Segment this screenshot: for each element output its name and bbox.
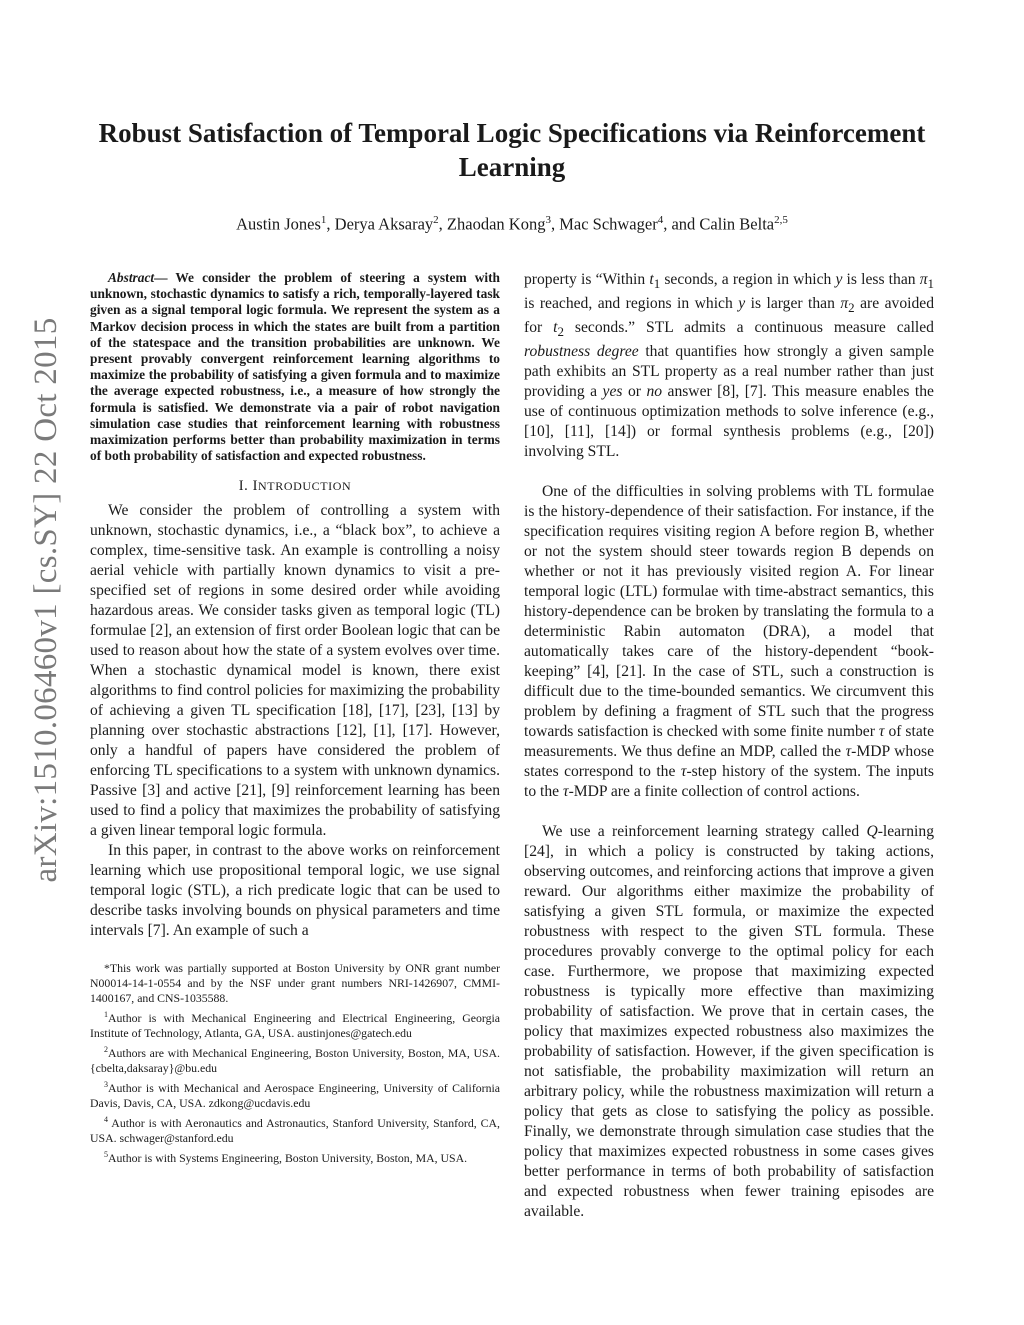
intro-paragraph: We consider the problem of controlling a system with unknown, stochastic dynamics, i.e., a “black box”, to achieve a complex, time-sensitive task. An example is controlling a noisy aerial vehicle with partially known dynamics to visit a pre-specified set of regions in some desired order while avoiding hazardous areas. We consider tasks given as temporal logic (TL) formulae [2], an extension of first order Boolean logic that can be used to reason about how the state of a system evolves over time. When a stochastic dynamical model is known, there exist algorithms to find control policies for maximizing the probability of achieving a given TL specification [18], [17], [23], [13] by planning over stochastic abstractions [12], [1], [17]. However, only a handful of papers have considered the problem of enforcing TL specifications to a system with unknown dynamics. Passive [3] and active [21], [9] reinforcement learning has been used to find a policy that maximizes the probability of satisfying a given linear temporal logic formula. [90, 502, 500, 840]
affiliation-mark: 2,5 [774, 214, 788, 226]
section-heading-introduction: I. INTRODUCTION [238, 478, 352, 495]
right-column [524, 270, 934, 1222]
author: Zhaodan Kong [446, 214, 546, 234]
paper-title: Robust Satisfaction of Temporal Logic Specifications via Reinforcement Learning [98, 118, 926, 182]
body-paragraph: One of the difficulties in solving problems with TL formulae is the history-dependence of their satisfaction. For instance, if the specification requires visiting region A before region B, whether or not the system should steer towards region B depends on whether or not it has previously visited region A. For linear temporal logic (LTL) formulae with time-abstract semantics, this history-dependence can be broken by translating the formula to a deterministic Rabin automaton (DRA), a model that automatically takes care of the history-dependent “book-keeping” [4], [21]. In the case of STL, such a construction is difficult due to the time-bounded semantics. We circumvent this problem by defining a fragment of STL such that the progress towards satisfaction is checked with some finite number τ of state measurements. We thus define an MDP, called the τ-MDP whose states correspond to the τ-step history of the system. The inputs to the τ-MDP are a finite collection of control actions. [524, 483, 934, 801]
body-paragraph: We use a reinforcement learning strategy called Q-learning [24], in which a policy is constructed by taking actions, observing outcomes, and reinforcing actions that improve a given reward. Our algorithms either maximize the probability of satisfying a given STL formula, or maximize the expected robustness with respect to the given STL formula. These procedures provably converge to the optimal policy for each case. Furthermore, we propose that maximizing expected robustness is typically more effective than maximizing probability of satisfaction. We prove that in certain cases, the policy that maximizes expected robustness also maximizes the probability of satisfaction. However, if the given specification is not satisfiable, the probability maximization will return an arbitrary policy, while the robustness maximization will return a policy that gets as close to satisfying the policy as possible. Finally, we demonstrate through simulation case studies that the policy that maximizes expected robustness in some cases gives better performance in terms of both probability of satisfaction and expected robustness when fewer training episodes are available. [524, 823, 934, 1221]
arxiv-stamp: arXiv:1510.06460v1 [cs.SY] 22 Oct 2015 [28, 317, 64, 883]
footnote: $^5$Author is with Systems Engineering, Boston University, Boston, MA, USA. [104, 1150, 468, 1166]
affiliation-mark: 4 [657, 214, 664, 226]
abstract-text: We consider the problem of steering a system with unknown, stochastic dynamics to satisfy a rich, temporally-layered task given as a signal temporal logic formula. We represent the system as a Markov decision process in which the states are built from a partition of the statespace and the transition probabilities are unknown. We present provably convergent reinforcement learning algorithms to maximize the probability of satisfying a given formula and to maximize the average expected robustness, i.e., a measure of how strongly the formula is satisfied. We demonstrate via a pair of robot navigation simulation case studies that reinforcement learning with robustness maximization performs better than probability maximization in terms of both probability of satisfaction and expected robustness. [90, 270, 500, 464]
affiliation-mark: 3 [545, 214, 551, 226]
author: Calin Belta [699, 214, 775, 234]
footnote: $^1$Author is with Mechanical Engineering and Electrical Engineering, Georgia Institute of Technology, Atlanta, GA, USA. austinjones@gatech.edu [90, 1010, 500, 1041]
abstract: Abstract— We consider the problem of steering a system with unknown, stochastic dynamics to satisfy a rich, temporally-layered task given as a signal temporal logic formula. We represent the system as a Markov decision process in which the states are built from a partition of the statespace and the transition probabilities are unknown. We present provably convergent reinforcement learning algorithms to maximize the probability of satisfying a given formula and to maximize the average expected robustness, i.e., a measure of how strongly the formula is satisfied. We demonstrate via a pair of robot navigation simulation case studies that reinforcement learning with robustness maximization performs better than probability maximization in terms of both probability of satisfaction and expected robustness. [90, 270, 500, 464]
footnote: $^3$Author is with Mechanical and Aerospace Engineering, University of California Davis, Davis, CA, USA. zdkong@ucdavis.edu [90, 1080, 500, 1111]
left-column [90, 270, 500, 1167]
footnote: $^4$ Author is with Aeronautics and Astronautics, Stanford University, Stanford, CA, USA. schwager@stanford.edu [90, 1115, 500, 1146]
footnotes [90, 961, 500, 1166]
author-list: Austin Jones$^1$, Derya Aksaray$^2$, Zhaodan Kong$^3$, Mac Schwager$^4$, and Calin Belta$^{2,5}$ [236, 214, 788, 234]
affiliation-mark: 1 [320, 214, 327, 226]
abstract-label: Abstract [108, 270, 155, 285]
author: Mac Schwager [559, 214, 658, 234]
footnote: *This work was partially supported at Boston University by ONR grant number N00014-14-1-0554 and by the NSF under grant numbers NRI-1426907, CMMI-1400167, and CNS-1035588. [90, 961, 500, 1006]
body-paragraph: property is “Within $t_1$ seconds, a region in which y is less than $\pi_1$ is reached, and regions in which y is larger than $\pi_2$ are avoided for $t_2$ seconds.” STL admits a continuous measure called robustness degree that quantifies how strongly a given sample path exhibits an STL property as a real number rather than just providing a yes or no answer [8], [7]. This measure enables the use of continuous optimization methods to solve inference (e.g., [10], [11], [14]) or formal synthesis problems (e.g., [20]) involving STL. [524, 271, 935, 461]
footnote: $^2$Authors are with Mechanical Engineering, Boston University, Boston, MA, USA. {cbelta,daksaray}@bu.edu [90, 1045, 500, 1076]
author: Derya Aksaray [334, 214, 434, 234]
affiliation-mark: 2 [433, 214, 439, 226]
author: Austin Jones [236, 214, 321, 234]
intro-paragraph: In this paper, in contrast to the above works on reinforcement learning which use propositional temporal logic, we use signal temporal logic (STL), a rich predicate logic that can be used to describe tasks involving bounds on physical parameters and time intervals [7]. An example of such a [90, 842, 500, 940]
